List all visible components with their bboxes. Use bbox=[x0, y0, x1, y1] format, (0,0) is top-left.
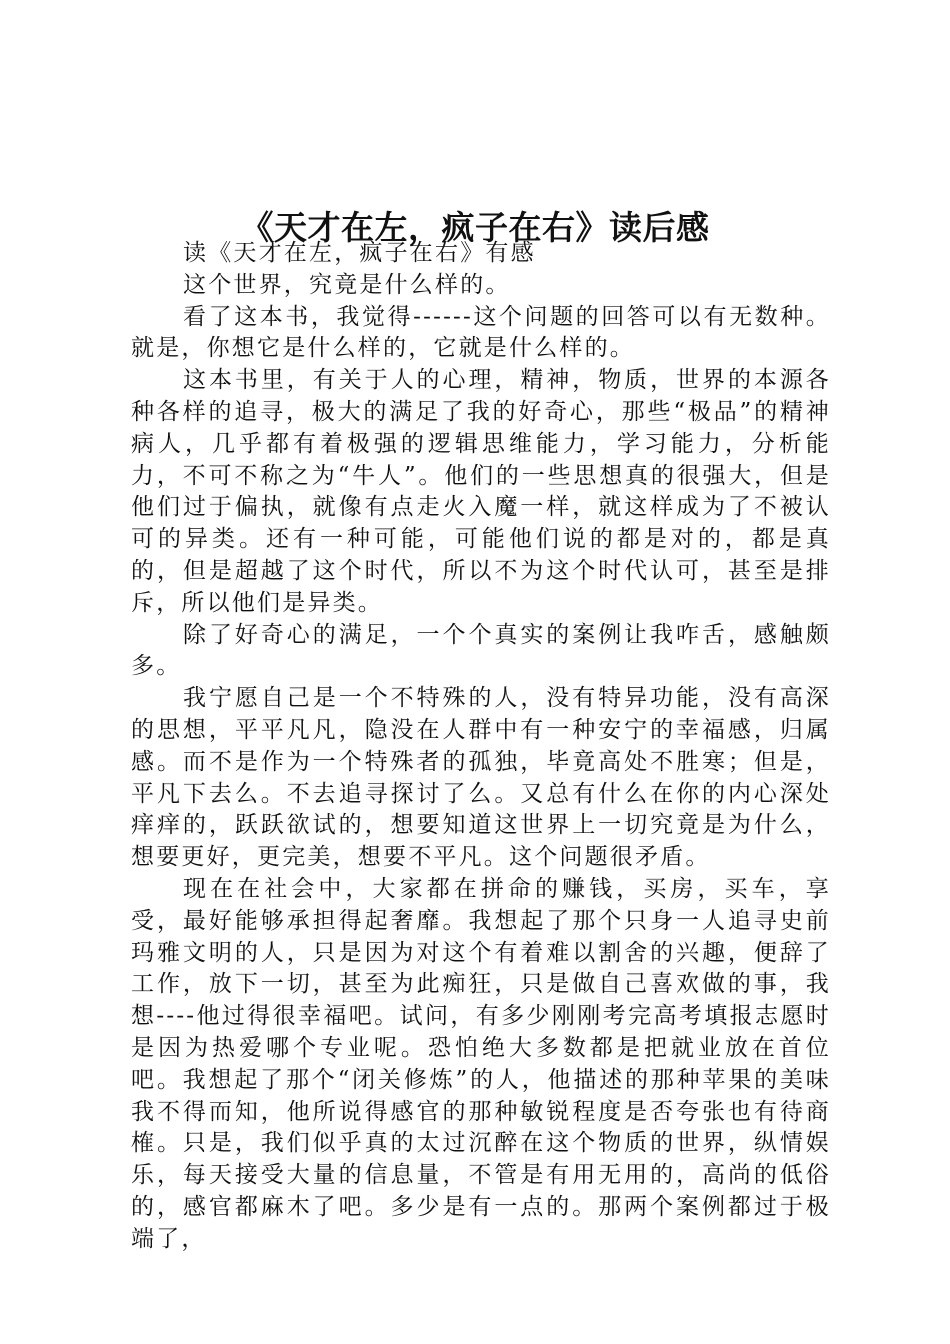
document-title: 《天才在左，疯子在右》读后感 bbox=[240, 208, 710, 248]
paragraph-6: 我宁愿自己是一个不特殊的人，没有特异功能，没有高深的思想，平平凡凡，隐没在人群中有一种安宁的幸福感，归属感。而不是作为一个特殊者的孤独，毕竟高处不胜寒；但是，平凡下去么。不去追寻探讨了么。又总有什么在你的内心深处痒痒的，跃跃欲试的，想要知道这世界上一切究竟是为什么，想要更好，更完美，想要不平凡。这个问题很矛盾。 bbox=[131, 685, 831, 871]
paragraph-2: 这个世界，究竟是什么样的。 bbox=[183, 271, 511, 298]
paragraph-7: 现在在社会中，大家都在拼命的赚钱，买房，买车，享受，最好能够承担得起奢靡。我想起了那个只身一人追寻史前玛雅文明的人，只是因为对这个有着难以割舍的兴趣，便辞了工作，放下一切，甚至为此痴狂，只是做自己喜欢做的事，我想----他过得很幸福吧。试问，有多少刚刚考完高考填报志愿时是因为热爱哪个专业呢。恐怕绝大多数都是把就业放在首位吧。我想起了那个“闭关修炼”的人，他描述的那种苹果的美味我不得而知，他所说得感官的那种敏锐程度是否夸张也有待商榷。只是，我们似乎真的太过沉醉在这个物质的世界，纵情娱乐，每天接受大量的信息量，不管是有用无用的，高尚的低俗的，感官都麻木了吧。多少是有一点的。那两个案例都过于极端了， bbox=[131, 875, 831, 1252]
document-body bbox=[131, 238, 831, 1256]
paragraph-3: 看了这本书，我觉得------这个问题的回答可以有无数种。就是，你想它是什么样的，它就是什么样的。 bbox=[131, 303, 831, 362]
paragraph-1: 读《天才在左，疯子在右》有感 bbox=[183, 240, 536, 266]
paragraph-5: 除了好奇心的满足，一个个真实的案例让我咋舌，感触颇多。 bbox=[131, 621, 831, 680]
paragraph-4: 这本书里，有关于人的心理，精神，物质，世界的本源各种各样的追寻，极大的满足了我的好奇心，那些“极品”的精神病人，几乎都有着极强的逻辑思维能力，学习能力，分析能力，不可不称之为“牛人”。他们的一些思想真的很强大，但是他们过于偏执，就像有点走火入魔一样，就这样成为了不被认可的异类。还有一种可能，可能他们说的都是对的，都是真的，但是超越了这个时代，所以不为这个时代认可，甚至是排斥，所以他们是异类。 bbox=[131, 367, 831, 616]
